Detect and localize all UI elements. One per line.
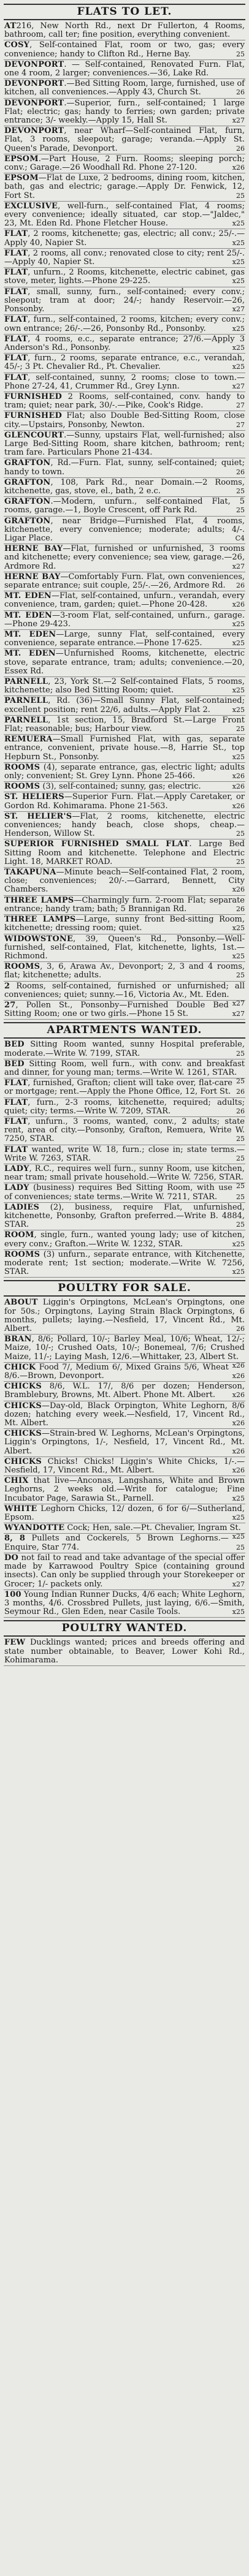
ad-lead-word: CHICKS <box>4 1457 42 1466</box>
ad-text: Rooms, self-contained, furnished or unfurnished; all conveniences; quiet; sunny.—16, Victoria Av., Mt. Eden. <box>4 981 245 999</box>
ad-text: , 8/6; Pollard, 10/-; Barley Meal, 10/6; Wheat, 12/-; Maize, 10/-; Crushed Oats, 10/-; Bonemeal, 7/6; Crushed Maize, 11/-; Laying Mash, 12/6.—Whittaker, 23, Albert St. <box>4 1335 245 1362</box>
ad-lead-word: PARNELL <box>4 715 48 725</box>
ad-text: Liggin's Orpingtons, McLean's Orpingtons, one for 50s.; Orpingtons, Laying Strain Black Orpingtons, 6 months, pullets; laying.—Nesfield, 17, Vincent Rd., Mt. Albert. <box>4 1298 245 1334</box>
ad-text: —Charmingly furn. 2-room Flat; separate entrance; handy tram; bath; 5 Brannigan Rd. <box>4 895 245 914</box>
ad-text: (business) requires Bed Sitting Room, with use of conveniences; state terms.—Write W. 7211, STAR. <box>4 1183 232 1202</box>
ad-lead-word: FLAT <box>4 1097 28 1107</box>
ad-text: —Flat de Luxe, 2 bedrooms, dining room, kitchen, bath, gas and electric; garage.—Apply Dr. Fenwick, 12, Fort St. <box>4 173 245 200</box>
classified-ad <box>4 630 245 649</box>
ad-code: x25 <box>232 1494 245 1502</box>
ad-text: Flat; also Double Bed-Sitting Room, close city.—Upstairs, Ponsonby, Newton. <box>4 411 245 430</box>
ad-lead-word: DEVONPORT <box>4 126 64 136</box>
ad-lead-word: CHICKS <box>4 1382 42 1392</box>
ad-text: , near Bridge—Furnished Flat, 4 rooms, kitchenette, every convenience; moderate; adults; 4/-. Ligar Place. <box>4 516 245 543</box>
ad-lead-word: FLAT <box>4 1116 28 1126</box>
ad-code: x27 <box>232 116 245 125</box>
section-heading: POULTRY FOR SALE. <box>4 1280 245 1297</box>
ad-text: —Superior Furn. Flat.—Apply Caretaker, or Gordon Rd. Kohimarama. Phone 21-563. <box>4 792 245 811</box>
ad-text: , near Wharf—Self-contained Flat, furn, Flat, 3 rooms, sleepout; garage; veranda.—Apply St. Queen's Parade, Devonport. <box>4 126 245 153</box>
ad-code: x25 <box>232 363 245 371</box>
ad-code: x25 <box>232 238 245 247</box>
section-heading: FLATS TO LET. <box>4 4 245 20</box>
ad-lead-word: PARNELL <box>4 696 48 706</box>
classified-ad <box>4 1164 245 1191</box>
ad-code: x25 <box>232 752 245 761</box>
classified-ad <box>4 934 245 963</box>
ad-text: Sitting Room wanted, sunny Hospital preferable, moderate.—Write W. 7199, STAR. <box>4 1040 245 1058</box>
ad-lead-word: FLAT <box>4 354 28 363</box>
classified-ad <box>4 696 245 715</box>
ad-lead-word: THREE LAMPS <box>4 915 76 925</box>
ad-code: 25 <box>236 506 245 515</box>
ad-lead-word: CHICK <box>4 1362 36 1372</box>
ad-text: 8/6, W.L. 17/, 8/6 per dozen; Henderson, Bramblebury, Browns, Mt. Albert. Phone Mt. Albert. <box>4 1382 245 1400</box>
ad-code: x26 <box>232 1419 245 1428</box>
ad-code: 25 <box>236 50 245 58</box>
ad-code: x25 <box>232 1268 245 1276</box>
ad-lead-word: EPSOM <box>4 173 39 183</box>
ad-lead-word: FLAT <box>4 315 28 325</box>
ad-text: , Rd. (36)—Small Sunny Flat, self-contained; excellent position; rent 22/6, adults.—Apply Flat 2. <box>4 696 245 714</box>
ad-lead-word: FLAT <box>4 334 28 344</box>
ad-lead-word: THREE LAMPS <box>4 895 74 905</box>
classified-ad <box>4 1001 245 1020</box>
classified-ad <box>4 763 245 782</box>
ad-text: , well-furn., self-contained Flat, 4 rooms; every convenience; ideally situated, car stop.—"Jaldec," 23, Mt. Eden Rd. Phone Fletcher House. <box>4 201 245 229</box>
ad-lead-word: ST. HELIER'S <box>4 811 72 821</box>
ad-lead-word: GLENCOURT <box>4 430 64 440</box>
classified-ad <box>4 517 245 545</box>
ad-text: —Minute beach—Self-contained Flat, 2 room, close; conveniences; 20/-.—Garrard, Bennett, City Chambers. <box>4 868 245 895</box>
classified-ad <box>4 173 245 202</box>
classified-ad <box>4 1457 245 1476</box>
classified-ad <box>4 40 245 59</box>
ad-lead-word: BRAN <box>4 1335 32 1344</box>
ad-code: x27 <box>232 562 245 570</box>
ad-lead-word: BED <box>4 1059 25 1069</box>
ad-code: 25 <box>236 1192 245 1201</box>
ad-code: 26 <box>236 904 245 913</box>
ad-text: (4), separate entrance, gas, electric light; adults only; convenient; St. Grey Lynn. Phone 25-466. <box>4 762 245 781</box>
classified-ad <box>4 154 245 173</box>
ad-text: —Unfurnished Rooms, kitchenette, electric stove, separate entrance, tram; adults; convenience.—20, Essex Rd. <box>4 649 245 676</box>
ad-lead-word: TAKAPUNA <box>4 868 56 877</box>
ad-lead-word: MT. EDEN <box>4 630 56 639</box>
ad-code: 25 <box>236 830 245 838</box>
ad-lead-word: MT. EDEN <box>4 610 53 620</box>
ad-code: x26 <box>232 1466 245 1475</box>
classified-ad <box>4 431 245 459</box>
ad-lead-word: FURNISHED <box>4 392 62 401</box>
classified-ad <box>4 1553 245 1590</box>
classified-ad <box>4 268 245 287</box>
ad-text: 2 Rooms, self-contained, conv. handy to tram; quiet; near park, 30/-.—Pike, Cook's Ridge. <box>4 392 245 411</box>
ad-text: —Small Furnished Flat, with gas, separate entrance, convenient, private house.—8, Harrie St., top Hepburn St., Ponsonby. <box>4 735 245 762</box>
ad-code: x25 <box>232 277 245 286</box>
ad-text: , single, furn., wanted young lady; use of kitchen, every conv.; Grafton.—Write W. 1232, STAR. <box>4 1230 245 1249</box>
ad-code: x27 <box>232 305 245 314</box>
classified-ad <box>4 373 245 392</box>
ad-text: not fail to read and take advantage of the special offer made by Karrawood Poultry Spice (containing ground insects). Can only be supplied through your Storekeeper or Grocer; 1/- packets only. <box>4 1553 245 1589</box>
ad-lead-word: GRAFTON <box>4 477 51 487</box>
ad-text: that live—Anconas, Langshans, White and Brown Leghorns, 2 weeks old.—Write for catalogue; Fine Incubator Page, Sarawia St., Parnell. <box>4 1476 245 1503</box>
classified-ad <box>4 1590 245 1618</box>
classified-ad <box>4 1401 245 1430</box>
classified-ad <box>4 544 245 572</box>
ad-text: . — Self-contained, Renovated Furn. Flat, one 4 room, 2 larger; conveniences.—36, Lake Rd. <box>4 59 245 78</box>
ad-lead-word: ROOMS <box>4 762 40 772</box>
ad-text: , unfurn., 2 Rooms, kitchenette, electric cabinet, gas stove, meter, lights.—Phone 29-225. <box>4 268 245 286</box>
classified-ad <box>4 1230 245 1249</box>
ad-lead-word: 8, 8 <box>4 1534 26 1544</box>
classified-ad <box>4 99 245 127</box>
ad-lead-word: ROOMS <box>4 962 40 972</box>
ad-lead-word: HERNE BAY <box>4 544 63 554</box>
ad-lead-word: GRAFTON <box>4 516 51 526</box>
ad-text: 216, New North Rd., next Dr Fullerton, 4 Rooms, bathroom, call ter; fine position, everything convenient. <box>4 21 245 40</box>
ad-lead-word: DEVONPORT <box>4 59 64 69</box>
classified-ad <box>4 21 245 40</box>
ad-code: x26 <box>232 1447 245 1455</box>
ad-lead-word: PARNELL <box>4 677 48 687</box>
ad-text: .—Part House, 2 Furn. Rooms; sleeping porch; conv.; Garage.—26 Woodhall Rd. Phone 27-120. <box>4 154 245 173</box>
classified-ad <box>4 497 245 516</box>
ad-lead-word: GRAFTON <box>4 497 51 507</box>
classified-ad <box>4 249 245 268</box>
ad-text: .—Bed Sitting Room, large, furnished, use of kitchen, all conveniences.—Apply 43, Church St. <box>4 79 245 97</box>
ad-code: x27 <box>232 1010 245 1018</box>
ad-lead-word: LADIES <box>4 1202 40 1212</box>
section-heading: APARTMENTS WANTED. <box>4 1022 245 1039</box>
ad-text: , self-contained, sunny, 2 rooms; close to town.—Phone 27-24, 41, Crummer Rd., Grey Lynn. <box>4 373 245 391</box>
ad-lead-word: FLAT <box>4 373 28 382</box>
section-heading: POULTRY WANTED. <box>4 1620 245 1637</box>
ad-text: , 39, Queen's Rd., Ponsonby.—Well-furnished, self-contained, Flat, kitchenette, lights, 1st.—Richmond. <box>4 934 245 961</box>
ad-text: Food 7/, Medium 6/, Mixed Grains 5/6, Wheat 8/6.—Brown, Devonport. <box>4 1362 229 1381</box>
ad-code: 26 <box>236 1325 245 1333</box>
classified-ad <box>4 1117 245 1145</box>
ad-text: , 2 rooms, all conv.; renovated close to city; rent 25/-.—Apply 40, Napier St. <box>4 248 245 267</box>
classified-ad <box>4 962 245 981</box>
ad-text: —Flat, self-contained, unfurn., verandah, every convenience, tram, garden; quiet.—Phone 20-428. <box>4 591 245 610</box>
ad-text: —Large, sunny Flat, self-contained, every convenience, separate entrance.—Phone 17-625. <box>4 630 245 648</box>
ad-code: x26 <box>232 772 245 781</box>
ad-code: x26 <box>232 600 245 609</box>
ad-code: x26 <box>232 164 245 172</box>
ad-text: , Pollen St., Ponsonby—Furnished Double Bed Sitting Room; one or two girls.—Phone 15 St. <box>4 1000 229 1019</box>
ad-code: x25 <box>232 1240 245 1248</box>
ad-code: x26 <box>232 1372 245 1381</box>
ad-code: x25 <box>232 219 245 228</box>
ad-lead-word: CHIX <box>4 1476 29 1486</box>
ad-text: wanted, write W. 18, furn.; close in; state terms.—Write W. 7263, STAR. <box>4 1145 245 1163</box>
ad-code: x26 <box>232 782 245 791</box>
classified-ad <box>4 1145 245 1164</box>
classified-ad <box>4 649 245 677</box>
classified-ad <box>4 716 245 735</box>
classified-ad <box>4 1250 245 1278</box>
classified-ad <box>4 287 245 316</box>
ad-lead-word: COSY <box>4 40 30 50</box>
ad-code: x25 <box>232 686 245 695</box>
ad-text: —Strain-bred W. Leghorns, McLean's Orpingtons, Liggin's Orpingtons, 1/-, Nesfield, 17, Vincent Rd., Mt. Albert. <box>4 1429 245 1456</box>
ad-code: 27 <box>236 420 245 429</box>
classified-ad <box>4 981 245 1007</box>
ad-code: 25 <box>236 1049 245 1058</box>
ad-code: x26 <box>232 1361 245 1369</box>
ad-code: 26 <box>236 1088 245 1096</box>
ad-text: (2), business, require Flat, unfurnished, kitchenette, Ponsonby, Grafton preferred.—Write B. 4884, STAR. <box>4 1202 245 1230</box>
ad-code: 26 <box>236 468 245 476</box>
ad-lead-word: WIDOWSTONE <box>4 934 74 944</box>
ad-code: 25 <box>236 1077 245 1086</box>
classified-ad <box>4 354 245 373</box>
ad-text: —Day-old, Black Orpington, White Leghorn, 8/6 dozen; hatching every week.—Nesfield, 17, Vincent Rd., Mt. Albert. <box>4 1401 245 1428</box>
ad-text: —Flat, 2 rooms, kitchenette, electric conveniences; handy beach, close shops, cheap.—Henderson, Willow St. <box>4 811 245 839</box>
ad-code: x27 <box>232 382 245 390</box>
ad-text: , Rd.—Furn. Flat, sunny, self-contained; quiet; handy to town. <box>4 458 245 477</box>
ad-code: C4 <box>235 534 245 542</box>
classified-ad <box>4 735 245 763</box>
ad-code: 26 <box>236 581 245 589</box>
classified-ad <box>4 60 245 79</box>
ad-text: , 1st section, 15, Bradford St.—Large Front Flat; reasonable; bus; Harbour view. <box>4 715 245 734</box>
ad-lead-word: ROOMS <box>4 1249 40 1259</box>
ad-text: , R.C., requires well furn., sunny Room, use kitchen, near tram; small private household.—Write W. 7256, STAR. <box>4 1164 245 1183</box>
ad-lead-word: ABOUT <box>4 1298 38 1308</box>
classified-ad <box>4 572 245 591</box>
ad-code: x25 <box>232 924 245 933</box>
classified-ad <box>4 782 245 792</box>
ad-text: Pullets and Cockerels, 5 Brown Leghorns.—Enquire, Star 774. <box>4 1534 229 1552</box>
ad-code: x26 <box>232 801 245 810</box>
classified-ad <box>4 202 245 230</box>
ad-text: , Self-contained Flat, room or two, gas; every convenience; handy to Clifton Rd., Herne Bay. <box>4 40 245 59</box>
ad-text: (3), self-contained; sunny, gas; electric. <box>40 782 201 792</box>
classified-ad <box>4 1638 245 1666</box>
classified-ad <box>4 1504 245 1523</box>
ad-lead-word: 2 <box>4 981 10 991</box>
ad-code: 25 <box>236 1221 245 1229</box>
ad-code: 26 <box>236 88 245 97</box>
ad-lead-word: WHITE <box>4 1504 37 1513</box>
classified-ad <box>4 1534 245 1553</box>
classified-ad <box>4 839 245 868</box>
ad-lead-word: FLAT <box>4 1145 28 1154</box>
ad-lead-word: LADY <box>4 1164 29 1173</box>
ad-code: 25 <box>236 191 245 200</box>
ad-code: x26 <box>232 1391 245 1400</box>
ad-text: , 3, 6, Arawa Av., Devonport; 2, 3 and 4 rooms, flat; kitchenette; adults. <box>4 962 245 980</box>
ad-code: x26 <box>232 885 245 894</box>
ad-lead-word: REMUERA <box>4 735 53 744</box>
ad-lead-word: HERNE BAY <box>4 572 61 581</box>
classified-ad <box>4 229 245 248</box>
classified-ad <box>4 315 245 334</box>
ad-code: 25 <box>236 1543 245 1551</box>
ad-code: 26 <box>236 144 245 153</box>
classified-ad <box>4 611 245 630</box>
ad-lead-word: GRAFTON <box>4 458 51 468</box>
ad-lead-word: FLAT <box>4 287 28 297</box>
ad-code: 27 <box>236 401 245 410</box>
ad-code: 25 <box>236 1182 245 1191</box>
ad-text: .—Sunny, upstairs Flat, well-furnished; also Large Bed-Sitting Room, share kitchen, bathroom; rent; tram fare. Particulars Phone 21-434. <box>4 430 245 458</box>
ad-lead-word: DO <box>4 1553 18 1563</box>
ad-code: x25 <box>232 639 245 648</box>
ad-text: —Large, sunny front Bed-sitting Room, kitchenette; dressing room; quiet. <box>4 915 245 933</box>
classified-ad <box>4 79 245 98</box>
ad-text: . Large Bed Sitting Room and kitchenette. Telephone and Electric Light. 18, MARKET ROAD. <box>4 839 245 866</box>
ad-text: .—Modern, unfurn., self-contained Flat, 5 rooms, garage.—1, Boyle Crescent, off Park Rd. <box>4 497 245 515</box>
ad-text: Ducklings wanted; prices and breeds offering and state number obtainable, to Beaver, Lower Kohi Rd., Kohimarama. <box>4 1638 245 1665</box>
ad-code: x25 <box>232 619 245 628</box>
ad-text: , unfurn., 3 rooms, wanted, conv., 2 adults; state rent, area of city.—Ponsonby, Grafton, Remuera, Write W. 7250, STAR. <box>4 1116 245 1144</box>
ad-lead-word: 27 <box>4 1000 16 1010</box>
classified-ad <box>4 392 245 411</box>
ad-lead-word: DEVONPORT <box>4 79 64 89</box>
ad-lead-word: DEVONPORT <box>4 98 64 108</box>
classified-ad <box>4 1476 245 1504</box>
ad-code: x25 <box>232 1608 245 1616</box>
ad-lead-word: EXCLUSIVE <box>4 201 58 211</box>
ad-lead-word: 100 <box>4 1589 21 1599</box>
ad-lead-word: FEW <box>4 1638 26 1648</box>
ad-lead-word: WYANDOTTE <box>4 1523 65 1533</box>
ad-code: x25 <box>232 258 245 267</box>
ad-code: x27 <box>232 999 245 1007</box>
classified-ad <box>4 411 245 430</box>
ad-text: , furn., self-contained, 2 rooms, kitchen; every conv.; own entrance; 26/-.—26, Ponsonby Rd., Ponsonby. <box>4 315 245 333</box>
ad-code: x25 <box>232 705 245 714</box>
classified-ad <box>4 1382 245 1401</box>
classified-ad <box>4 458 245 477</box>
ad-text: , 4 rooms, e.c., separate entrance; 27/6.—Apply 3 Anderson's Rd., Ponsonby. <box>4 334 245 352</box>
ad-code: 25 <box>236 1135 245 1143</box>
ad-code: x25 <box>232 324 245 333</box>
ad-code: x25 <box>232 952 245 960</box>
classified-ad <box>4 1429 245 1457</box>
ad-lead-word: MT. EDEN <box>4 649 56 659</box>
classified-ad <box>4 1078 245 1097</box>
ad-lead-word: ROOMS <box>4 782 40 792</box>
classified-ad <box>4 1183 245 1202</box>
ad-text: , 108, Park Rd., near Domain.—2 Rooms, kitchenette, gas, stove, el., bath, 2 e.c. <box>4 477 245 496</box>
ad-code: 25 <box>236 1154 245 1162</box>
classified-ad <box>4 896 245 915</box>
ad-lead-word: SUPERIOR FURNISHED SMALL FLAT <box>4 839 190 849</box>
ad-text: —Flat, furnished or unfurnished, 3 rooms and kitchenette; every convenience; sea view, garage.—26, Ardmore Rd. <box>4 544 245 571</box>
ad-text: , furnished, Grafton; client will take over, flat-care or mortgage; rent.—Apply the Phone Office, 12, Fort St. <box>4 1078 232 1097</box>
ad-text: —3-room Flat, self-contained, unfurn., garage.—Phone 29-423. <box>4 610 245 629</box>
ad-text: , 2 rooms, kitchenette; gas, electric; all conv.; 25/-.—Apply 40, Napier St. <box>4 229 245 248</box>
ad-lead-word: FLAT <box>4 268 28 278</box>
ad-code: x25 <box>232 1532 245 1541</box>
classified-ad <box>4 677 245 696</box>
ad-text: Young Indian Runner Ducks, 4/6 each; White Leghorn, 3 months, 4/6. Crossbred Pullets, just laying, 6/6.—Smith, Seymour Rd., Glen Eden, near Casile Tools. <box>4 1589 245 1617</box>
ad-text: Sitting Room, well furn., with conv. and breakfast and dinner, for young man; terms.—Write W. 1261, STAR. <box>4 1059 245 1077</box>
ad-code: 26 <box>236 1107 245 1115</box>
classified-ad <box>4 1298 245 1335</box>
ad-lead-word: CHICKS <box>4 1429 42 1439</box>
classified-ad <box>4 1040 245 1059</box>
ad-text: Chicks! Chicks! Liggin's White Chicks, 1/-.—Nesfield, 17, Vincent Rd., Mt. Albert. <box>4 1457 245 1476</box>
classified-ad <box>4 812 245 840</box>
classified-ad <box>4 1363 245 1382</box>
ad-lead-word: ST. HELIERS <box>4 792 64 802</box>
classified-column <box>4 0 245 1666</box>
ad-code: 25 <box>236 971 245 980</box>
ad-text: , furn., 2-3 rooms, kitchenette, required; adults; quiet; city; terms.—Write W. 7209, STAR. <box>4 1097 245 1116</box>
ad-text: Cock; Hen, sale.—Pt. Chevalier, Ingram St. <box>64 1523 241 1533</box>
ad-lead-word: FLAT <box>4 1078 28 1088</box>
classified-ad <box>4 126 245 154</box>
ad-text: —Comfortably Furn. Flat, own conveniences, separate entrance; suit couple, 25/-.—26, Ardmore Rd. <box>4 572 245 590</box>
ad-lead-word: ROOM <box>4 1230 34 1240</box>
classified-ad <box>4 1098 245 1117</box>
ad-text: Leghorn Chicks, 12/ dozen, 6 for 6/—Sutherland, Epsom. <box>4 1504 245 1523</box>
ad-code: 25 <box>236 487 245 495</box>
ad-text: , small, sunny, furn., self-contained; every conv.; sleepout; tram at door; 24/-; handy Reservoir.—26, Ponsonby. <box>4 287 245 314</box>
ad-code: x27 <box>232 1580 245 1588</box>
classified-ad <box>4 478 245 497</box>
ad-lead-word: BED <box>4 1040 25 1050</box>
ad-lead-word: LADY <box>4 1183 29 1193</box>
ad-lead-word: EPSOM <box>4 154 39 164</box>
classified-ad <box>4 1203 245 1231</box>
ad-text: , 23, York St.—2 Self-contained Flats, 5 rooms, kitchenette; also Bed Sitting Room; quiet. <box>4 677 245 695</box>
classified-ad <box>4 792 245 811</box>
ad-lead-word: AT <box>4 21 17 31</box>
ad-code: x25 <box>232 343 245 352</box>
ad-lead-word: CHICKS <box>4 1401 42 1411</box>
ad-text: , furn., 2 rooms, separate entrance, e.c., verandah, 45/-; 3 Pt. Chevalier Rd., Pt. Chevalier. <box>4 354 245 372</box>
ad-lead-word: FLAT <box>4 229 28 239</box>
ad-code: x25 <box>232 1513 245 1522</box>
classified-ad <box>4 335 245 354</box>
ad-text: .—Superior, furn., self-contained; 1 large Flat; electric; gas; handy to ferries; own garden; private entrance; 3/- weekly.—Apply 15, Hall St. <box>4 98 245 126</box>
ad-text: (3) unfurn., separate entrance, with Kitchenette, moderate rent; 1st section; moderate.—Write W. 7256, STAR. <box>4 1249 245 1277</box>
ad-code: 25 <box>236 857 245 866</box>
ad-lead-word: FURNISHED <box>4 411 62 421</box>
ad-lead-word: MT. EDEN <box>4 591 52 601</box>
classified-ad <box>4 915 245 934</box>
ad-code: 25 <box>236 725 245 733</box>
classified-ad <box>4 868 245 896</box>
ad-lead-word: FLAT <box>4 248 28 258</box>
classified-ad <box>4 591 245 610</box>
